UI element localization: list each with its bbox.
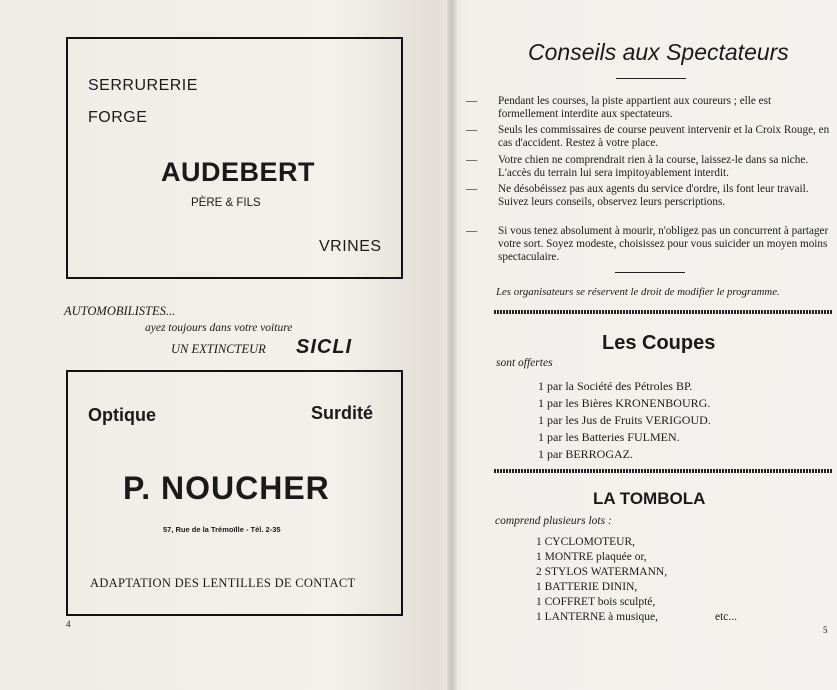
advice-rule <box>615 272 685 273</box>
noucher-address: 57, Rue de la Trémoïlle - Tél. 2-35 <box>163 525 281 534</box>
separator-dotted <box>494 310 832 314</box>
conseils-title: Conseils aux Spectateurs <box>528 39 789 65</box>
tombola-lot: 1 COFFRET bois sculpté, <box>536 596 656 608</box>
coupe-item: 1 par les Batteries FULMEN. <box>538 430 680 444</box>
promo-automobilistes: AUTOMOBILISTES... <box>64 304 176 318</box>
separator-dotted <box>494 469 832 473</box>
promo-line3-prefix: UN EXTINCTEUR <box>171 342 266 356</box>
tombola-lot: 2 STYLOS WATERMANN, <box>536 566 668 578</box>
page-number-right: 5 <box>823 625 828 635</box>
coupes-intro: sont offertes <box>496 357 553 369</box>
noucher-ad <box>66 370 403 616</box>
tombola-lot: 1 CYCLOMOTEUR, <box>536 536 636 548</box>
advice-item: — Ne désobéissez pas aux agents du service d'ordre, ils font leur travail. Suivez leurs conseils, observez leurs perscriptions. <box>466 183 809 208</box>
noucher-tagline: ADAPTATION DES LENTILLES DE CONTACT <box>90 576 356 590</box>
page-right <box>452 0 837 690</box>
coupe-item: 1 par BERROGAZ. <box>538 447 633 461</box>
tombola-title: LA TOMBOLA <box>593 489 706 508</box>
noucher-brand: P. NOUCHER <box>123 470 330 506</box>
ad-line-forge: FORGE <box>88 109 148 126</box>
promo-line2: ayez toujours dans votre voiture <box>145 322 293 334</box>
tombola-lot: 1 BATTERIE DININ, <box>536 581 638 593</box>
tombola-etc: etc... <box>715 611 738 623</box>
coupes-title: Les Coupes <box>602 332 716 354</box>
advice-item: — Votre chien ne comprendrait rien à la course, laissez-le dans sa niche. L'accès du terrain lui sera impitoyablement interdit. <box>466 154 809 179</box>
optique-label: Optique <box>88 405 156 425</box>
advice-item: — Seuls les commissaires de course peuvent intervenir et la Croix Rouge, en cas d'accident. Restez à votre place. <box>466 124 830 149</box>
audebert-sub: PÈRE & FILS <box>191 197 261 209</box>
coupe-item: 1 par la Société des Pétroles BP. <box>538 379 693 393</box>
organizers-note: Les organisateurs se réservent le droit de modifier le programme. <box>496 286 780 298</box>
coupe-item: 1 par les Bières KRONENBOURG. <box>538 396 711 410</box>
sicli-brand: SICLI <box>296 336 353 358</box>
tombola-intro: comprend plusieurs lots : <box>495 515 612 527</box>
advice-item: — Pendant les courses, la piste appartient aux coureurs ; elle est formellement interdite aux spectateurs. <box>466 95 772 120</box>
audebert-town: VRINES <box>319 238 382 255</box>
title-rule <box>616 78 686 79</box>
audebert-brand: AUDEBERT <box>161 157 316 187</box>
advice-item: — Si vous tenez absolument à mourir, n'obligez pas un concurrent à partager votre sort. Soyez modeste, choisissez pour vous suicider un moyen moins spectaculaire. <box>466 225 829 263</box>
coupe-item: 1 par les Jus de Fruits VERIGOUD. <box>538 413 711 427</box>
page-number-left: 4 <box>66 619 71 629</box>
audebert-ad <box>66 37 403 279</box>
surdite-label: Surdité <box>311 403 374 423</box>
ad-line-serrurerie: SERRURERIE <box>88 77 198 94</box>
tombola-lot: 1 MONTRE plaquée or, <box>536 551 647 563</box>
tombola-lot: 1 LANTERNE à musique, <box>536 611 659 623</box>
